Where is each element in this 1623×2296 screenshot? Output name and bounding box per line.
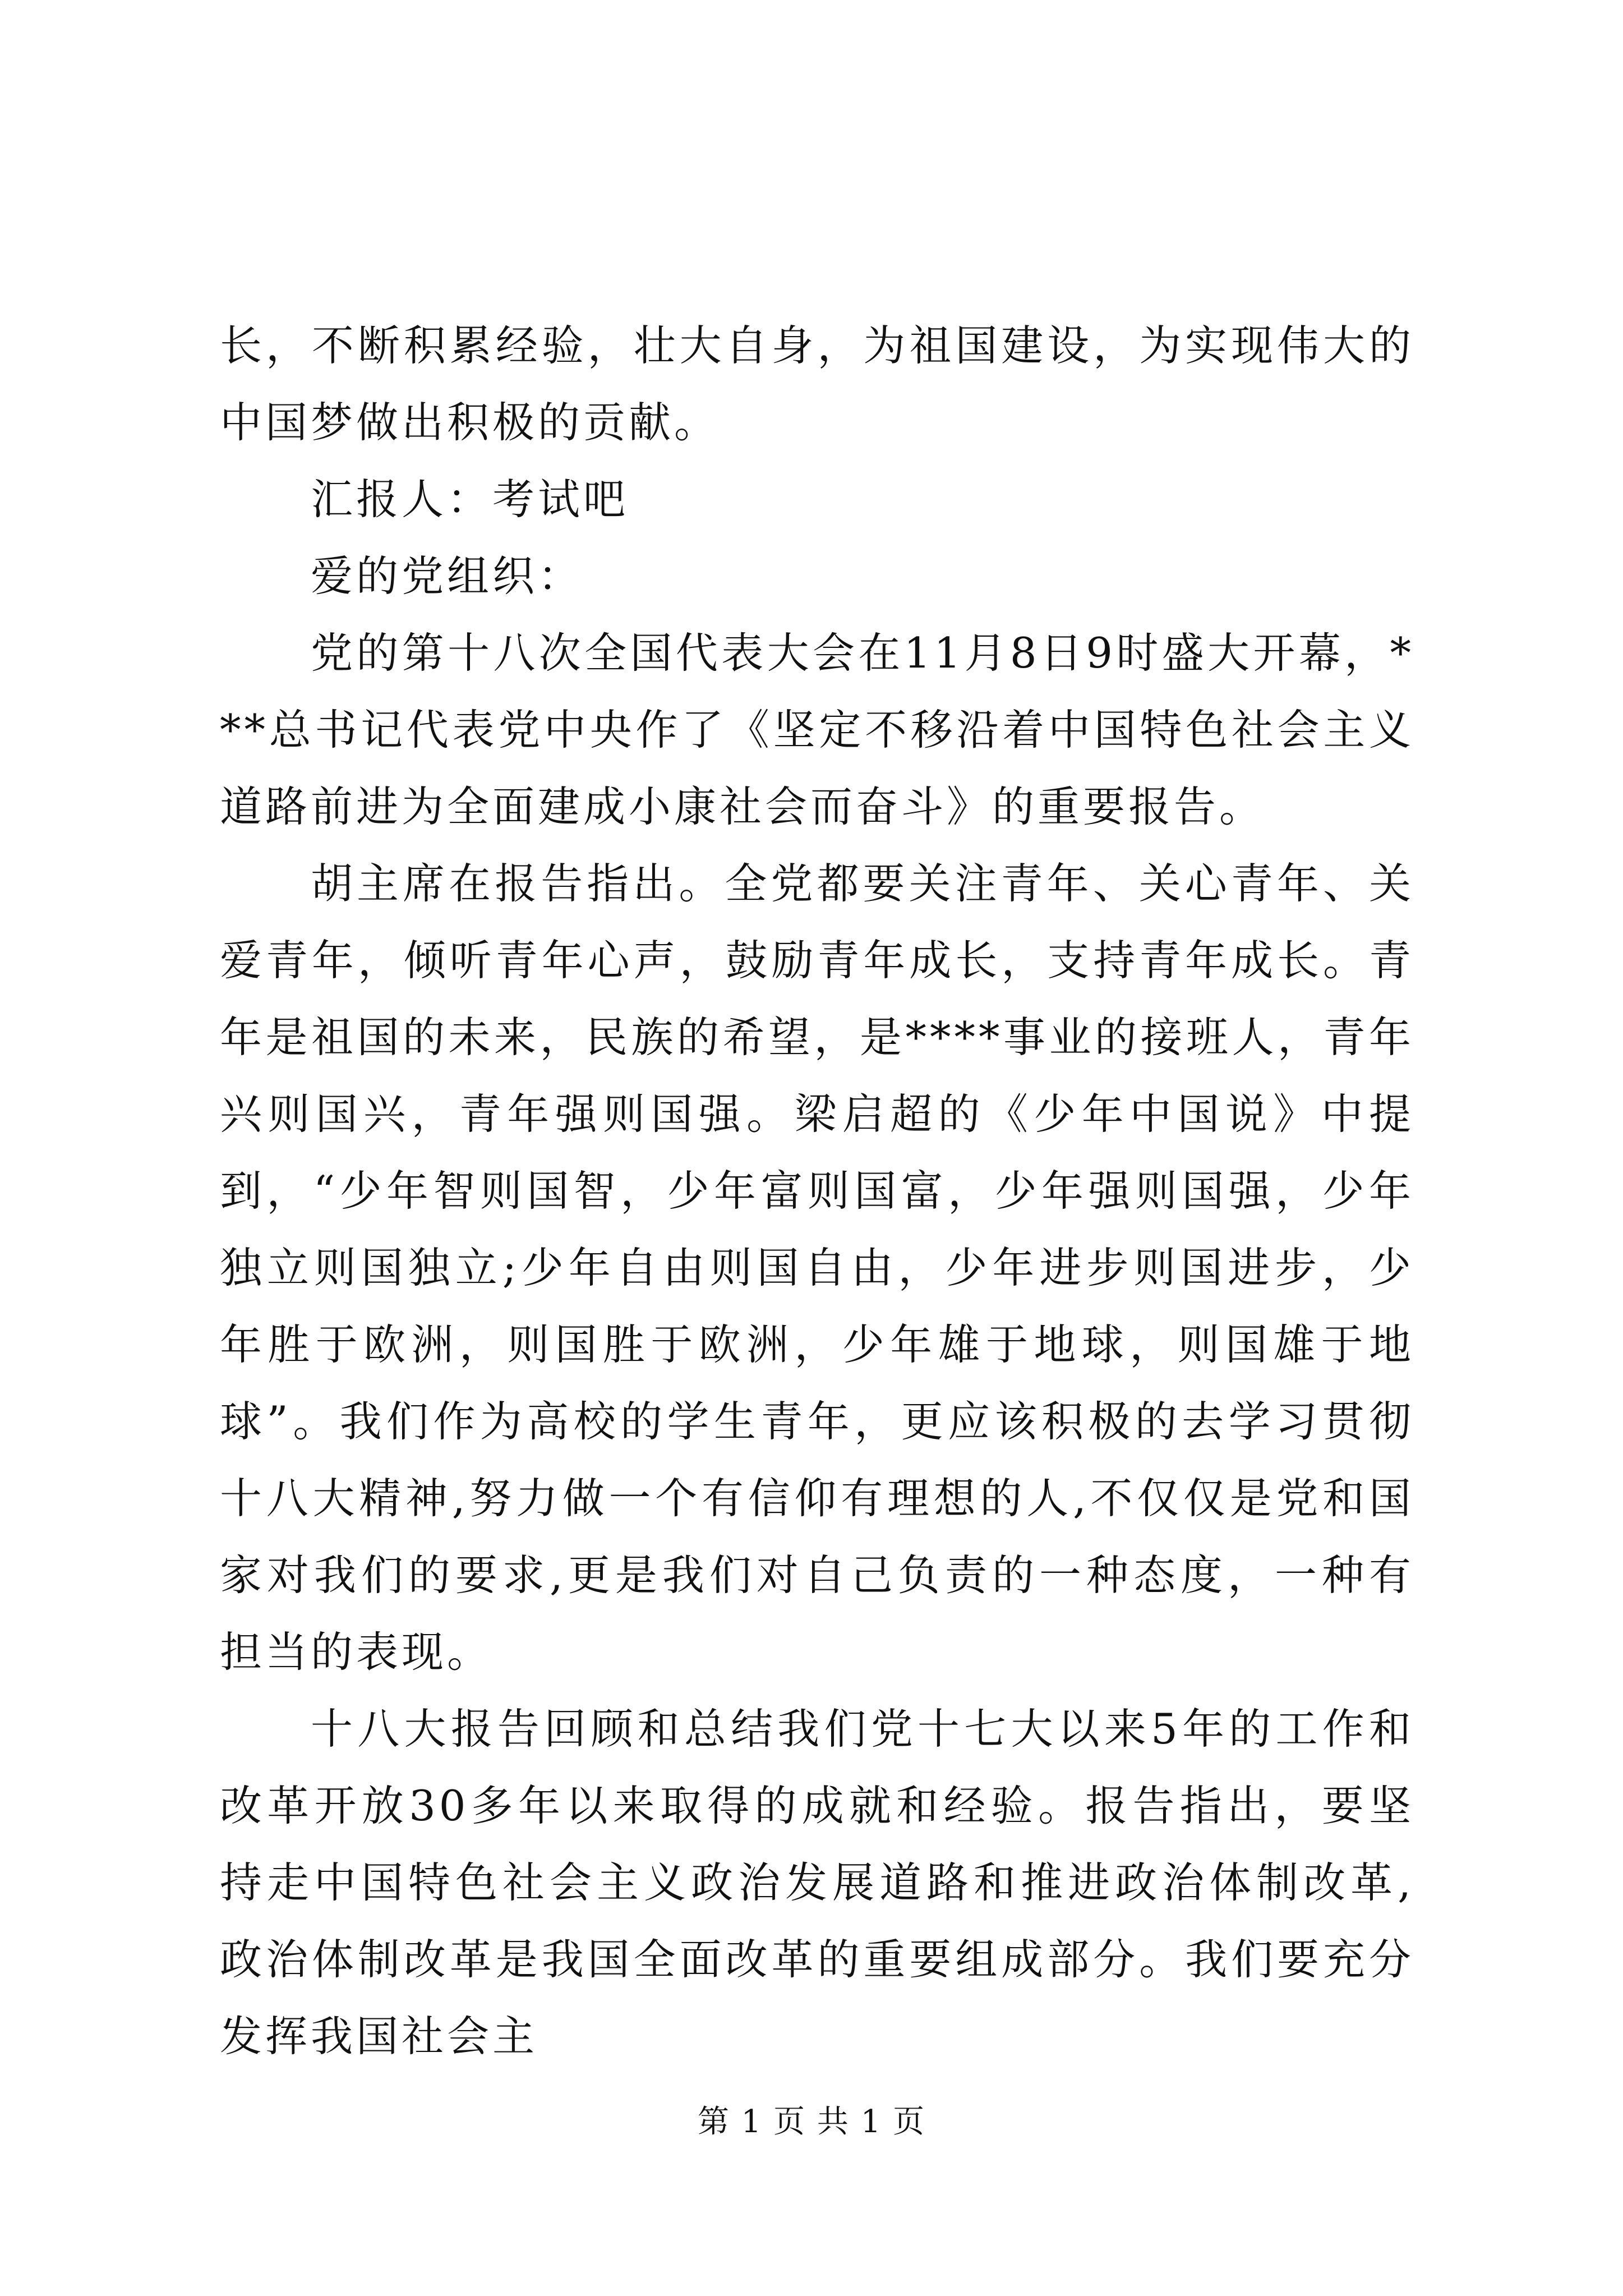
paragraph-salutation: 爱的党组织： xyxy=(311,551,584,601)
paragraph-report-review: 十八大报告回顾和总结我们党十七大以来5年的工作和改革开放30多年以来取得的成就和经验。报告指出，要坚持走中国特色社会主义政治发展道路和推进政治体制改革,政治体制改革是我国全面改革的重要组成部分。我们要充分发挥我国社会主 xyxy=(220,1704,1414,2061)
document-body xyxy=(220,307,1414,2075)
paragraph-continuation: 长，不断积累经验，壮大自身，为祖国建设，为实现伟大的中国梦做出积极的贡献。 xyxy=(220,321,1414,447)
paragraph-reporter: 汇报人：考试吧 xyxy=(311,475,629,524)
page-footer: 第 1 页 共 1 页 xyxy=(697,2104,926,2140)
paragraph-youth: 胡主席在报告指出。全党都要关注青年、关心青年、关爱青年，倾听青年心声，鼓励青年成长，支持青年成长。青年是祖国的未来，民族的希望，是****事业的接班人，青年兴则国兴，青年强则国强。梁启超的《少年中国说》中提到，“少年智则国智，少年富则国富，少年强则国强，少年独立则国独立;少年自由则国自由，少年进步则国进步，少年胜于欧洲，则国胜于欧洲，少年雄于地球，则国雄于地球”。我们作为高校的学生青年，更应该积极的去学习贯彻十八大精神,努力做一个有信仰有理想的人,不仅仅是党和国家对我们的要求,更是我们对自己负责的一种态度，一种有担当的表现。 xyxy=(220,859,1414,1677)
paragraph-congress-opening: 党的第十八次全国代表大会在11月8日9时盛大开幕，***总书记代表党中央作了《坚定不移沿着中国特色社会主义道路前进为全面建成小康社会而奋斗》的重要报告。 xyxy=(220,628,1414,831)
